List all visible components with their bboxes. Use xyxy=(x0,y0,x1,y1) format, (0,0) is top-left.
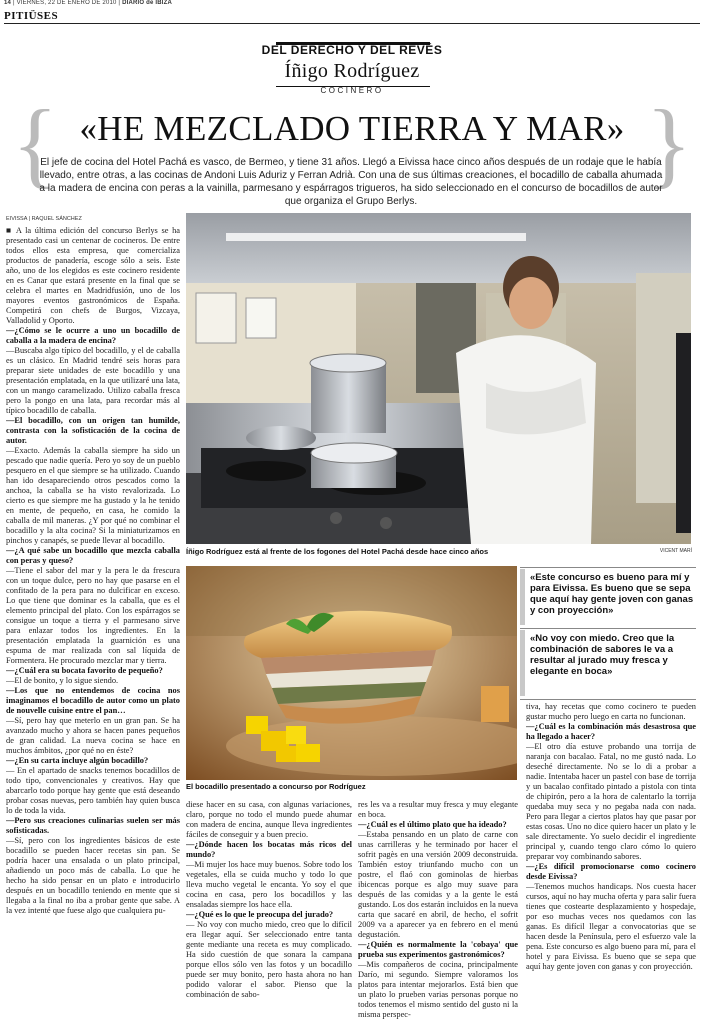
interview-question: —Pero sus creaciones culinarias suelen ser más sofisticadas. xyxy=(6,816,180,835)
text-column-3 xyxy=(358,800,518,1022)
byline: EIVISSA | RAQUEL SÁNCHEZ xyxy=(6,216,82,222)
interview-question: —Los que no entendemos de cocina nos imaginamos el bocadillo de autor como un plato de nouvelle cuisine entre el pan… xyxy=(6,686,180,715)
interview-paragraph: —Estaba pensando en un plato de carne con unas carrilleras y he terminado por hacer el sofrit pagès en una versión 2009 deconstruida. También estoy triunfando mucho con un postre, el flaó con gominolas de hierbas ibicencas porque es algo muy suave para después de las comidas y a la gente le está gustando. Los dos estarán incluidos en la nueva carta que sacaré en abril, de hecho, el sofrit 2009 va a aparecer ya en febrero en el menú degustación. xyxy=(358,830,518,939)
pull-quote-1-text: «Este concurso es bueno para mí y para Eivissa. Es bueno que se sepa que aquí hay gente joven con ganas y con proyección» xyxy=(530,572,694,616)
interview-question: —¿Dónde hacen los bocatas más ricos del mundo? xyxy=(186,840,352,859)
interview-question: —¿Cómo se le ocurre a uno un bocadillo de caballa a la madera de encina? xyxy=(6,326,180,345)
interview-paragraph: —Sí, pero con los ingredientes básicos de este bocadillo se pueden hacer recetas sin pan. Se podría hacer una ensalada o un plato principal, añadiendo un poco más de caballa. Lo que he hecho ha sido pensar en un plato e introducirlo después en un bocadillo teniendo en mente que si llegaba a la final no iba a probar gente que sabe. A la vez intenté que fuese algo que cualquiera pu- xyxy=(6,836,180,915)
text-column-4 xyxy=(526,702,696,1022)
header-rule xyxy=(4,23,700,24)
right-brace-ornament: } xyxy=(645,90,692,197)
section-title: PITIÜSES xyxy=(4,10,59,22)
masthead: 14 | VIERNES, 22 DE ENERO DE 2010 | DIARIO de IBIZA xyxy=(4,0,173,6)
pull-quote-rule-middle xyxy=(520,628,696,629)
interview-paragraph: —Mis compañeros de cocina, principalmente Darío, mi segundo. Siempre valoramos los platos para intentar mejorarlos. Está bien que un plato lo prueben varias personas porque no todos tenemos el mismo sentido del gusto ni la misma perspec- xyxy=(358,960,518,1019)
interview-paragraph: res les va a resultar muy fresca y muy elegante en boca. xyxy=(358,800,518,819)
pull-quote-rule-bottom xyxy=(520,699,696,700)
interview-paragraph: diese hacer en su casa, con algunas variaciones, claro, porque no todo el mundo puede ahumar con madera de encina, aunque lleva ingredientes fáciles de conseguir y a buen precio. xyxy=(186,800,352,839)
interview-paragraph: tiva, hay recetas que como cocinero te pueden gustar mucho pero luego en carta no funcionan. xyxy=(526,702,696,721)
interview-paragraph: —Tenemos muchos handicaps. Nos cuesta hacer cursos, aquí no hay mucha oferta y para salir fuera tienes que costearte desplazamiento y hospedaje, por eso muchas veces nos quedamos con las ganas. Es difícil llegar a convocatorias que se hacen desde la Península, pero el esfuerzo vale la pena. Este concurso es algo bueno para mí, para el hotel y para Eivissa. Es bueno que se sepa que aquí hay gente joven con ganas y con proyección. xyxy=(526,882,696,971)
pull-quote-2-text: «No voy con miedo. Creo que la combinación de sabores le va a resultar al jurado muy fresca y elegante en boca» xyxy=(530,633,675,677)
interview-question: —¿Es difícil promocionarse como cocinero desde Eivissa? xyxy=(526,862,696,881)
issue-date: VIERNES, 22 DE ENERO DE 2010 xyxy=(16,0,117,6)
interview-question: —¿Cuál es la combinación más desastrosa que ha llegado a hacer? xyxy=(526,722,696,741)
interview-question: —¿Cuál era su bocata favorito de pequeño? xyxy=(6,666,163,675)
kitchen-photo-illustration xyxy=(186,213,691,544)
interview-paragraph: —Tiene el sabor del mar y la pera le da frescura con un toque dulce, pero no hay que pasarse en el confitado de la pera para no dulcificar en exceso. Lo que tiene que dominar es la caballa, que es el elemento principal del plato. Con los espárragos se consigue un toque a tierra y el parmesano sirve para enlazar todos los ingredientes. En la presentación emplatada la guarnición es una espuma de mar realizada con sal líquida de Formentera. He procurado mezclar mar y tierra. xyxy=(6,566,180,665)
interview-question: —¿Qué es lo que le preocupa del jurado? xyxy=(186,910,334,919)
sandwich-photo xyxy=(186,566,517,780)
interview-paragraph: —Mi mujer los hace muy buenos. Sobre todo los vegetales, ella se cuida mucho y todo lo que lleva mucho vegetal le encanta. Yo soy el que cocina en casa, pero los bocadillos y las ensaladas siempre los hace ella. xyxy=(186,860,352,909)
pull-quote-1 xyxy=(520,572,696,616)
text-column-2 xyxy=(186,800,352,1022)
page-number: 14 xyxy=(4,0,12,6)
sandwich-photo-illustration xyxy=(186,566,517,780)
interview-paragraph: —El de bonito, y lo sigue siendo. xyxy=(6,676,119,685)
interview-paragraph: — No voy con mucho miedo, creo que lo difícil era llegar aquí. Ser seleccionado entre tanta gente mediante una receta es muy complicado. Ha sido cuestión de que sonara la campana porque ellos sólo ven las fotos y un bocadillo puede ser muy bonito, pero hasta ahora no han podido valorar el sabor. Pienso que la combinación de sabo- xyxy=(186,920,352,999)
headline: «HE MEZCLADO TIERRA Y MAR» xyxy=(79,109,625,148)
interview-question: —El bocadillo, con un origen tan humilde, contrasta con la sofisticación de la cocina de autor. xyxy=(6,416,180,445)
photo-caption-sandwich: El bocadillo presentado a concurso por Rodríguez xyxy=(186,782,366,791)
interview-paragraph: —Exacto. Además la caballa siempre ha sido un pescado que nadie quería. Pero yo soy de un pueblo pesquero en el que siempre se ha utilizado. Cuando han ido desapareciendo otros pescados como la anchoa, la caballa se ha visto revalorizada. Lo cierto es que siempre me ha gustado y la he tenido en mente, de pequeño, en casa, he comido la caballa de mil maneras. ¿Y por qué no combinar el bocadillo y la alta cocina? Si la miniaturizamos en pinchos y canapés, se puede llevar al bocadillo. xyxy=(6,446,180,545)
newspaper-name: DIARIO de IBIZA xyxy=(122,0,173,6)
photo-credit: VICENT MARÍ xyxy=(659,548,692,554)
kitchen-photo xyxy=(186,213,691,544)
rubric: DEL DERECHO Y DEL REVÉS xyxy=(261,43,443,57)
interview-question: —¿En su carta incluye algún bocadillo? xyxy=(6,756,149,765)
interview-paragraph: —Buscaba algo típico del bocadillo, y el de caballa es un clásico. En Madrid tendré seis horas para preparar siete unidades de este bocadillo y una presentación emplatada, en la que utilizaré una lata, con un mango caramelizado. Utilizo caballa fresca pero la pongo en una lata, para recordar más al típico bocadillo de caballa. xyxy=(6,346,180,415)
interview-question: —¿A qué sabe un bocadillo que mezcla caballa con peras y queso? xyxy=(6,546,180,565)
pull-quote-2 xyxy=(520,633,696,677)
text-column-1 xyxy=(6,214,180,1022)
interview-paragraph: —Sí, pero hay que meterlo en un gran pan. Se ha avanzado mucho y ahora se hacen panes pequeños de gran calidad. La nueva cocina se hace en muchos ámbitos, ¿por qué no en éste? xyxy=(6,716,180,755)
left-brace-ornament: { xyxy=(12,90,59,197)
pull-quote-rule-top xyxy=(520,567,696,568)
standfirst: El jefe de cocina del Hotel Pachá es vasco, de Bermeo, y tiene 31 años. Llegó a Eivissa hace cinco años después de un rodaje que le había llevado, entre otras, a las cocinas de Andoni Luis Aduriz y Ferran Adrià. Con una de sus últimas creaciones, el bocadillo de caballa ahumada a la madera de encina con peras a la vainilla, parmesano y espárragos trigueros, ha sido seleccionado en el concurso de bocadillos de autor que organiza el Grupo Berlys. xyxy=(39,157,663,207)
photo-caption-kitchen: Íñigo Rodríguez está al frente de los fogones del Hotel Pachá desde hace cinco años xyxy=(186,547,489,556)
interview-paragraph: ■ A la última edición del concurso Berlys se ha presentado casi un centenar de cocineros. De entre todos ellos esta empresa, que comercializa productos de panadería, escoge sólo a seis. Este año, uno de los elegidos es este cocinero residente en es Canar que estará presente en la final que se celebra el martes en Madridfusión, uno de los mayores eventos gastronómicos de España. Competirá con chefs de Burgos, Vizcaya, Valladolid y Oporto. xyxy=(6,226,180,325)
interview-question: —¿Cuál es el último plato que ha ideado? xyxy=(358,820,507,829)
interview-paragraph: —El otro día estuve probando una torrija de naranja con bacalao. Fatal, no me gustó nada. Lo deseché directamente. No se lo di a probar a nadie. Intentaba hacer un pastel con base de torrija y un bacalao confitado pintado a pistola con tinta de chipirón, pero a la hora de calentarlo la torrija quedaba muy seca y no pegaba nada con nada. Pero para llegar a ciertos platos hay que pasar por estas cosas. Uno no dice quiero hacer un plato y le sale directamente. Yo suelo decidir el ingrediente principal y, cuando tengo claro cómo lo quiero preparar voy combinando sabores. xyxy=(526,742,696,861)
interviewee-name: Íñigo Rodríguez xyxy=(284,60,420,82)
interviewee-role: COCINERO xyxy=(320,86,384,95)
interview-paragraph: — En el apartado de snacks tenemos bocadillos de todo tipo, convencionales y creativos. Hay que abarcarlo todo porque hay gente que está deseando probar cosas nuevas, pero también hay quien busca lo de toda la vida. xyxy=(6,766,180,815)
interview-question: —¿Quién es normalmente la 'cobaya' que prueba sus experimentos gastronómicos? xyxy=(358,940,518,959)
